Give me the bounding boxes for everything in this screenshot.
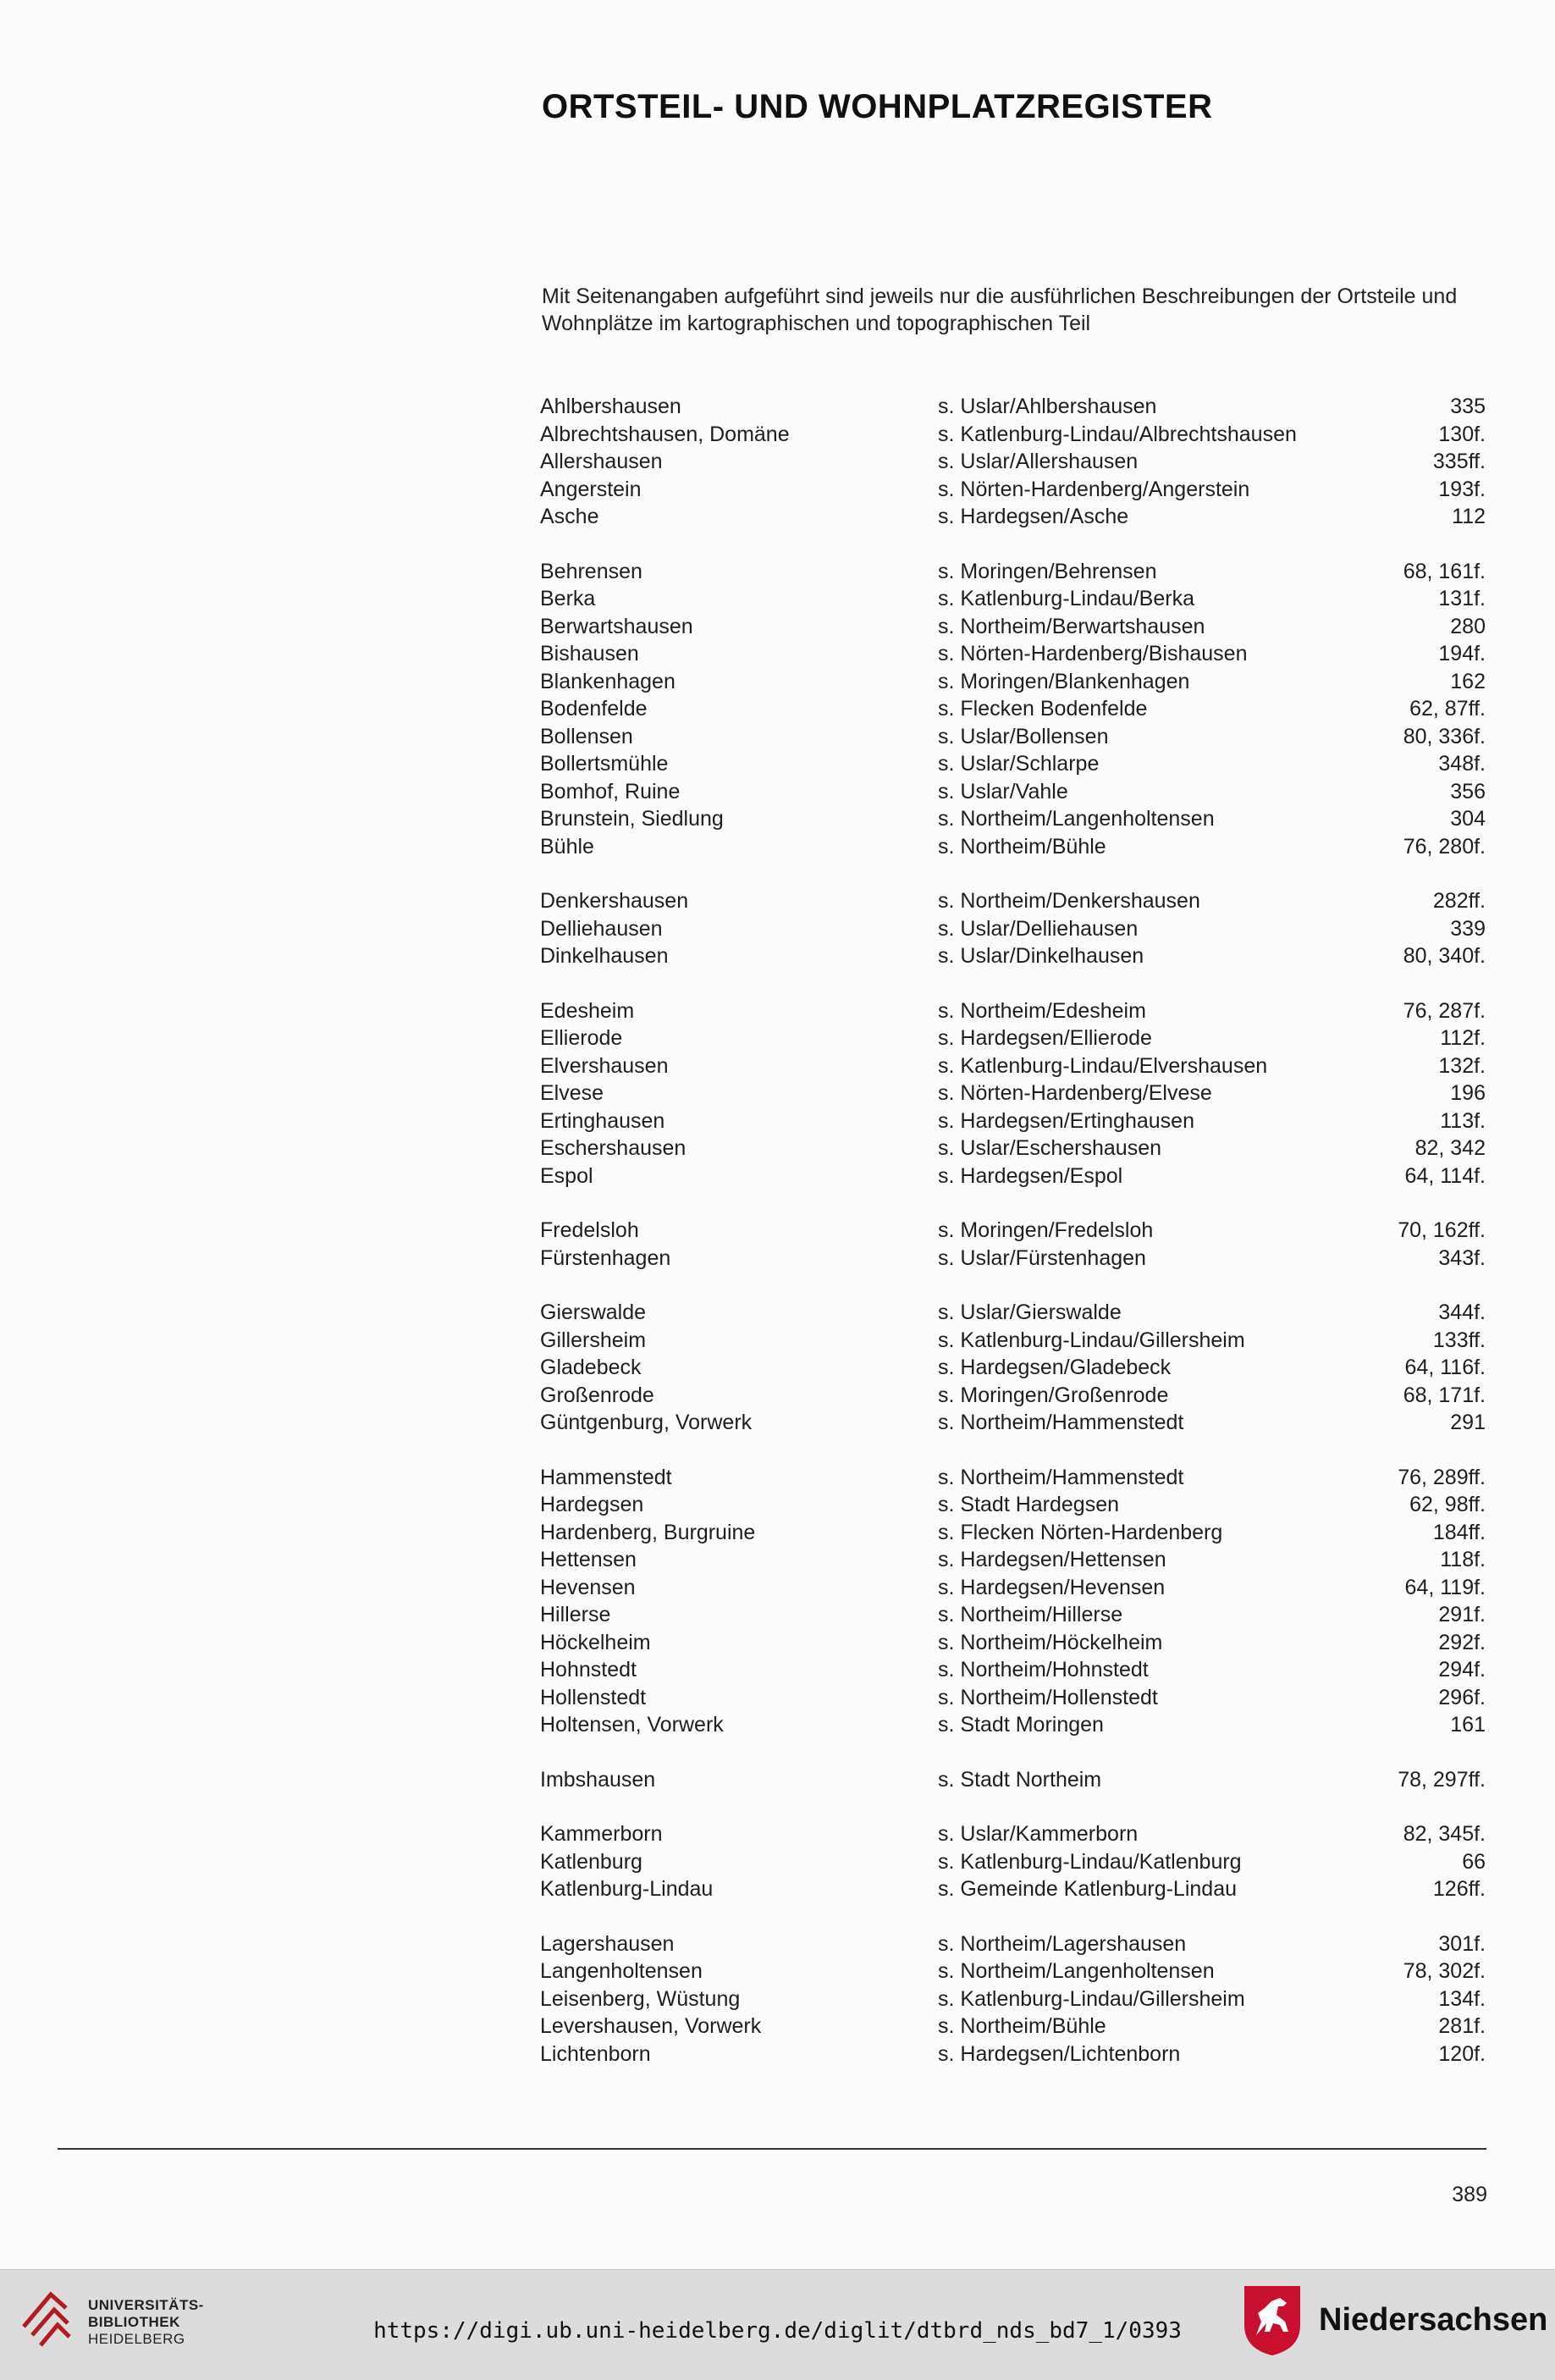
- entry-place-name: Gierswalde: [540, 1300, 647, 1324]
- register-entry: [0, 421, 1555, 449]
- entry-cross-reference: s. Hardegsen/Hettensen: [938, 1548, 1166, 1571]
- entry-page-reference: 344f.: [1438, 1300, 1486, 1324]
- entry-cross-reference: s. Hardegsen/Hevensen: [938, 1575, 1166, 1599]
- register-entry: [0, 1024, 1555, 1052]
- entry-page-reference: 162: [1450, 669, 1486, 693]
- register-entry: [0, 1848, 1555, 1876]
- entry-cross-reference: s. Katlenburg-Lindau/Katlenburg: [938, 1849, 1242, 1874]
- entry-page-reference: 280: [1450, 614, 1486, 638]
- register-entry: [0, 1299, 1555, 1327]
- entry-cross-reference: s. Nörten-Hardenberg/Angerstein: [938, 477, 1250, 501]
- entry-place-name: Gladebeck: [540, 1356, 642, 1379]
- entry-place-name: Allershausen: [540, 450, 663, 473]
- entry-place-name: Bollertsmühle: [540, 752, 669, 776]
- register-entry: [0, 1629, 1555, 1657]
- register-entry: [0, 393, 1555, 421]
- entry-place-name: Höckelheim: [540, 1630, 651, 1654]
- page-title: ORTSTEIL- UND WOHNPLATZREGISTER: [542, 88, 1213, 125]
- entry-page-reference: 132f.: [1438, 1053, 1486, 1078]
- entry-place-name: Fürstenhagen: [540, 1245, 671, 1270]
- register-entry: [0, 1217, 1555, 1245]
- entry-place-name: Delliehausen: [540, 916, 663, 941]
- entry-place-name: Blankenhagen: [540, 669, 675, 693]
- register-entry: [0, 1656, 1555, 1684]
- entry-place-name: Bishausen: [540, 642, 639, 665]
- register-entry: [0, 1546, 1555, 1574]
- entry-page-reference: 296f.: [1438, 1685, 1486, 1709]
- entry-cross-reference: s. Northeim/Bühle: [938, 834, 1106, 859]
- register-entry: [0, 668, 1555, 696]
- entry-cross-reference: s. Northeim/Edesheim: [938, 998, 1146, 1023]
- register-entry: [0, 2040, 1555, 2068]
- register-entry: [0, 476, 1555, 504]
- entry-page-reference: 82, 342: [1414, 1136, 1486, 1160]
- entry-place-name: Elvershausen: [540, 1053, 669, 1078]
- entry-page-reference: 70, 162ff.: [1398, 1218, 1486, 1242]
- register-entry: [0, 750, 1555, 778]
- entry-place-name: Angerstein: [540, 477, 642, 501]
- entry-cross-reference: s. Gemeinde Katlenburg-Lindau: [938, 1877, 1238, 1901]
- entry-place-name: Imbshausen: [540, 1767, 656, 1792]
- entry-page-reference: 291f.: [1438, 1603, 1486, 1626]
- register-entry: [0, 585, 1555, 613]
- register-letter-group: [0, 1217, 1555, 1272]
- entry-place-name: Ellierode: [540, 1026, 623, 1050]
- entry-cross-reference: s. Uslar/Dinkelhausen: [938, 944, 1144, 968]
- entry-page-reference: 76, 280f.: [1403, 834, 1486, 859]
- entry-place-name: Hardegsen: [540, 1493, 644, 1516]
- niedersachsen-wordmark: Niedersachsen: [1319, 2302, 1548, 2338]
- register-entry: [0, 1382, 1555, 1410]
- entry-cross-reference: s. Moringen/Blankenhagen: [938, 669, 1190, 693]
- register-letter-group: [0, 997, 1555, 1190]
- entry-page-reference: 112f.: [1440, 1026, 1486, 1050]
- library-name-line-1: UNIVERSITÄTS-: [88, 2297, 204, 2313]
- entry-place-name: Hammenstedt: [540, 1465, 672, 1489]
- entry-place-name: Behrensen: [540, 559, 642, 583]
- entry-page-reference: 339: [1450, 916, 1486, 941]
- entry-place-name: Bühle: [540, 834, 594, 859]
- register-entry: [0, 640, 1555, 668]
- register-letter-group: [0, 1464, 1555, 1739]
- register-entry: [0, 1135, 1555, 1162]
- entry-page-reference: 64, 116f.: [1404, 1356, 1486, 1379]
- entry-cross-reference: s. Northeim/Lagershausen: [938, 1931, 1187, 1956]
- entry-page-reference: 356: [1450, 779, 1486, 803]
- entry-cross-reference: s. Northeim/Hillerse: [938, 1603, 1123, 1626]
- entry-place-name: Bollensen: [540, 724, 633, 748]
- entry-cross-reference: s. Nörten-Hardenberg/Elvese: [938, 1081, 1212, 1105]
- register-entry: [0, 1958, 1555, 1985]
- footer-rule: [58, 2148, 1486, 2150]
- entry-page-reference: 335: [1450, 395, 1486, 418]
- register-entry: [0, 1601, 1555, 1629]
- register-entry: [0, 833, 1555, 861]
- register-entry: [0, 1519, 1555, 1547]
- entry-place-name: Denkershausen: [540, 889, 689, 913]
- entry-page-reference: 335ff.: [1432, 450, 1486, 473]
- register-entry: [0, 997, 1555, 1025]
- entry-place-name: Hardenberg, Burgruine: [540, 1520, 756, 1544]
- register-letter-group: [0, 887, 1555, 970]
- entry-cross-reference: s. Hardegsen/Lichtenborn: [938, 2041, 1181, 2066]
- entry-page-reference: 348f.: [1438, 752, 1486, 776]
- register-entry: [0, 1162, 1555, 1190]
- entry-page-reference: 120f.: [1438, 2041, 1486, 2066]
- register-entry: [0, 1711, 1555, 1739]
- register-entry: [0, 1052, 1555, 1080]
- register-entry: [0, 1245, 1555, 1273]
- entry-place-name: Langenholtensen: [540, 1959, 703, 1983]
- register-entry: [0, 1080, 1555, 1107]
- entry-cross-reference: s. Uslar/Delliehausen: [938, 916, 1139, 941]
- register-entry: [0, 1930, 1555, 1958]
- library-name-line-2: BIBLIOTHEK: [88, 2314, 180, 2330]
- entry-place-name: Lichtenborn: [540, 2041, 651, 2066]
- entry-page-reference: 294f.: [1438, 1658, 1486, 1681]
- entry-cross-reference: s. Uslar/Allershausen: [938, 450, 1139, 473]
- entry-cross-reference: s. Katlenburg-Lindau/Gillersheim: [938, 1328, 1245, 1352]
- entry-page-reference: 292f.: [1438, 1630, 1486, 1654]
- register-letter-group: [0, 1820, 1555, 1903]
- register-entry: [0, 942, 1555, 970]
- entry-place-name: Hevensen: [540, 1575, 636, 1599]
- entry-cross-reference: s. Flecken Nörten-Hardenberg: [938, 1520, 1223, 1544]
- entry-page-reference: 78, 302f.: [1403, 1959, 1486, 1983]
- register-entry: [0, 778, 1555, 806]
- entry-place-name: Hillerse: [540, 1603, 611, 1626]
- entry-page-reference: 68, 161f.: [1403, 559, 1486, 583]
- page-number: 389: [1452, 2183, 1487, 2206]
- entry-cross-reference: s. Flecken Bodenfelde: [938, 697, 1148, 721]
- register-letter-group: [0, 1930, 1555, 2068]
- entry-page-reference: 291: [1450, 1411, 1486, 1434]
- register-entry: [0, 1766, 1555, 1794]
- entry-place-name: Hollenstedt: [540, 1685, 647, 1709]
- entry-page-reference: 194f.: [1438, 642, 1486, 665]
- entry-cross-reference: s. Uslar/Vahle: [938, 779, 1068, 803]
- entry-cross-reference: s. Hardegsen/Ellierode: [938, 1026, 1152, 1050]
- register-entry: [0, 723, 1555, 751]
- entry-page-reference: 78, 297ff.: [1398, 1767, 1486, 1792]
- entry-place-name: Bodenfelde: [540, 697, 648, 721]
- entry-cross-reference: s. Northeim/Langenholtensen: [938, 1959, 1215, 1983]
- entry-page-reference: 161: [1450, 1713, 1486, 1737]
- entry-cross-reference: s. Northeim/Hollenstedt: [938, 1685, 1158, 1709]
- entry-page-reference: 76, 287f.: [1403, 998, 1486, 1023]
- register-entry: [0, 1107, 1555, 1135]
- entry-cross-reference: s. Moringen/Fredelsloh: [938, 1218, 1154, 1242]
- entry-place-name: Leisenberg, Wüstung: [540, 1986, 741, 2011]
- entry-place-name: Katlenburg-Lindau: [540, 1877, 714, 1901]
- entry-page-reference: 76, 289ff.: [1398, 1465, 1486, 1489]
- entry-place-name: Levershausen, Vorwerk: [540, 2014, 762, 2038]
- entry-cross-reference: s. Northeim/Bühle: [938, 2014, 1106, 2038]
- entry-page-reference: 193f.: [1438, 477, 1486, 501]
- entry-cross-reference: s. Northeim/Hammenstedt: [938, 1465, 1184, 1489]
- register-entry: [0, 1354, 1555, 1382]
- entry-place-name: Espol: [540, 1163, 593, 1188]
- entry-place-name: Bomhof, Ruine: [540, 779, 681, 803]
- entry-place-name: Holtensen, Vorwerk: [540, 1713, 724, 1737]
- entry-cross-reference: s. Uslar/Ahlbershausen: [938, 395, 1157, 418]
- entry-cross-reference: s. Katlenburg-Lindau/Berka: [938, 587, 1194, 610]
- entry-page-reference: 304: [1450, 807, 1486, 831]
- entry-cross-reference: s. Katlenburg-Lindau/Albrechtshausen: [938, 422, 1297, 446]
- register-entry: [0, 448, 1555, 476]
- entry-cross-reference: s. Katlenburg-Lindau/Gillersheim: [938, 1986, 1245, 2011]
- register-entry: [0, 695, 1555, 723]
- entry-place-name: Dinkelhausen: [540, 944, 669, 968]
- register-entry: [0, 1327, 1555, 1355]
- entry-place-name: Großenrode: [540, 1383, 654, 1407]
- intro-text: Mit Seitenangaben aufgeführt sind jeweils nur die ausführlichen Beschreibungen der Ortsteile und Wohnplätze im kartographischen und topographischen Teil: [542, 284, 1458, 335]
- register-entry: [0, 1574, 1555, 1602]
- entry-page-reference: 118f.: [1440, 1548, 1486, 1571]
- register-entry: [0, 1875, 1555, 1903]
- register-entry: [0, 915, 1555, 943]
- entry-page-reference: 133ff.: [1432, 1328, 1486, 1352]
- entry-cross-reference: s. Hardegsen/Ertinghausen: [938, 1108, 1194, 1133]
- entry-place-name: Ertinghausen: [540, 1108, 665, 1133]
- entry-cross-reference: s. Northeim/Höckelheim: [938, 1630, 1163, 1654]
- entry-page-reference: 66: [1462, 1849, 1486, 1874]
- entry-cross-reference: s. Uslar/Eschershausen: [938, 1136, 1162, 1160]
- entry-place-name: Lagershausen: [540, 1931, 675, 1956]
- entry-cross-reference: s. Stadt Moringen: [938, 1713, 1104, 1737]
- register-entry: [0, 805, 1555, 833]
- entry-cross-reference: s. Moringen/Großenrode: [938, 1383, 1169, 1407]
- entry-place-name: Eschershausen: [540, 1136, 687, 1160]
- register-entry: [0, 1464, 1555, 1492]
- register-letter-group: [0, 558, 1555, 861]
- entry-cross-reference: s. Uslar/Schlarpe: [938, 752, 1100, 776]
- entry-page-reference: 281f.: [1438, 2014, 1486, 2038]
- entry-page-reference: 82, 345f.: [1403, 1822, 1486, 1846]
- entry-page-reference: 131f.: [1438, 587, 1486, 610]
- entry-place-name: Albrechtshausen, Domäne: [540, 422, 790, 446]
- register-letter-group: [0, 1766, 1555, 1794]
- entry-cross-reference: s. Uslar/Fürstenhagen: [938, 1245, 1146, 1270]
- entry-place-name: Berka: [540, 587, 596, 610]
- register-entry: [0, 1684, 1555, 1712]
- register-entry: [0, 613, 1555, 641]
- register-entry: [0, 1491, 1555, 1519]
- entry-page-reference: 301f.: [1438, 1931, 1486, 1956]
- library-name-line-3: HEIDELBERG: [88, 2331, 185, 2347]
- entry-cross-reference: s. Northeim/Denkershausen: [938, 889, 1200, 913]
- entry-place-name: Berwartshausen: [540, 614, 693, 638]
- entry-cross-reference: s. Hardegsen/Gladebeck: [938, 1356, 1172, 1379]
- entry-cross-reference: s. Hardegsen/Asche: [938, 505, 1129, 528]
- entry-page-reference: 343f.: [1438, 1245, 1486, 1270]
- entry-page-reference: 80, 336f.: [1403, 724, 1486, 748]
- entry-cross-reference: s. Uslar/Gierswalde: [938, 1300, 1122, 1324]
- entry-page-reference: 62, 87ff.: [1409, 697, 1486, 721]
- entry-page-reference: 196: [1450, 1081, 1486, 1105]
- register-entry: [0, 2013, 1555, 2040]
- entry-place-name: Hohnstedt: [540, 1658, 637, 1681]
- entry-cross-reference: s. Uslar/Kammerborn: [938, 1822, 1139, 1846]
- entry-cross-reference: s. Stadt Northeim: [938, 1767, 1102, 1792]
- entry-place-name: Fredelsloh: [540, 1218, 639, 1242]
- entry-page-reference: 64, 119f.: [1404, 1575, 1486, 1599]
- entry-cross-reference: s. Hardegsen/Espol: [938, 1163, 1123, 1188]
- entry-page-reference: 112: [1452, 505, 1486, 528]
- register-letter-group: [0, 1299, 1555, 1437]
- entry-cross-reference: s. Moringen/Behrensen: [938, 559, 1157, 583]
- register-entry: [0, 503, 1555, 531]
- entry-place-name: Edesheim: [540, 998, 635, 1023]
- entry-cross-reference: s. Katlenburg-Lindau/Elvershausen: [938, 1053, 1268, 1078]
- document-url-link[interactable]: https://digi.ub.uni-heidelberg.de/diglit/dtbrd_nds_bd7_1/0393: [373, 2318, 1182, 2344]
- entry-cross-reference: s. Northeim/Langenholtensen: [938, 807, 1215, 831]
- entry-place-name: Ahlbershausen: [540, 395, 681, 418]
- entry-page-reference: 184ff.: [1432, 1520, 1486, 1544]
- entry-page-reference: 62, 98ff.: [1409, 1493, 1486, 1516]
- entry-cross-reference: s. Northeim/Hohnstedt: [938, 1658, 1149, 1681]
- entry-place-name: Güntgenburg, Vorwerk: [540, 1411, 753, 1434]
- register-entry: [0, 887, 1555, 915]
- entry-cross-reference: s. Nörten-Hardenberg/Bishausen: [938, 642, 1248, 665]
- entry-place-name: Katlenburg: [540, 1849, 642, 1874]
- place-register: [0, 393, 1555, 2095]
- entry-page-reference: 126ff.: [1432, 1877, 1486, 1901]
- entry-page-reference: 282ff.: [1432, 889, 1486, 913]
- register-entry: [0, 1409, 1555, 1437]
- entry-page-reference: 64, 114f.: [1404, 1163, 1486, 1188]
- entry-cross-reference: s. Northeim/Berwartshausen: [938, 614, 1205, 638]
- entry-place-name: Hettensen: [540, 1548, 637, 1571]
- entry-place-name: Elvese: [540, 1081, 604, 1105]
- entry-place-name: Gillersheim: [540, 1328, 647, 1352]
- entry-page-reference: 80, 340f.: [1403, 944, 1486, 968]
- entry-page-reference: 68, 171f.: [1403, 1383, 1486, 1407]
- entry-place-name: Brunstein, Siedlung: [540, 807, 724, 831]
- entry-place-name: Asche: [540, 505, 599, 528]
- entry-cross-reference: s. Uslar/Bollensen: [938, 724, 1109, 748]
- entry-page-reference: 113f.: [1440, 1108, 1486, 1133]
- niedersachsen-horse-crest-icon: [1241, 2283, 1304, 2357]
- entry-place-name: Kammerborn: [540, 1822, 663, 1846]
- register-entry: [0, 1820, 1555, 1848]
- entry-page-reference: 130f.: [1438, 422, 1486, 446]
- register-entry: [0, 1985, 1555, 2013]
- entry-cross-reference: s. Stadt Hardegsen: [938, 1493, 1120, 1516]
- register-letter-group: [0, 393, 1555, 531]
- entry-cross-reference: s. Northeim/Hammenstedt: [938, 1411, 1184, 1434]
- register-entry: [0, 558, 1555, 586]
- entry-page-reference: 134f.: [1438, 1986, 1486, 2011]
